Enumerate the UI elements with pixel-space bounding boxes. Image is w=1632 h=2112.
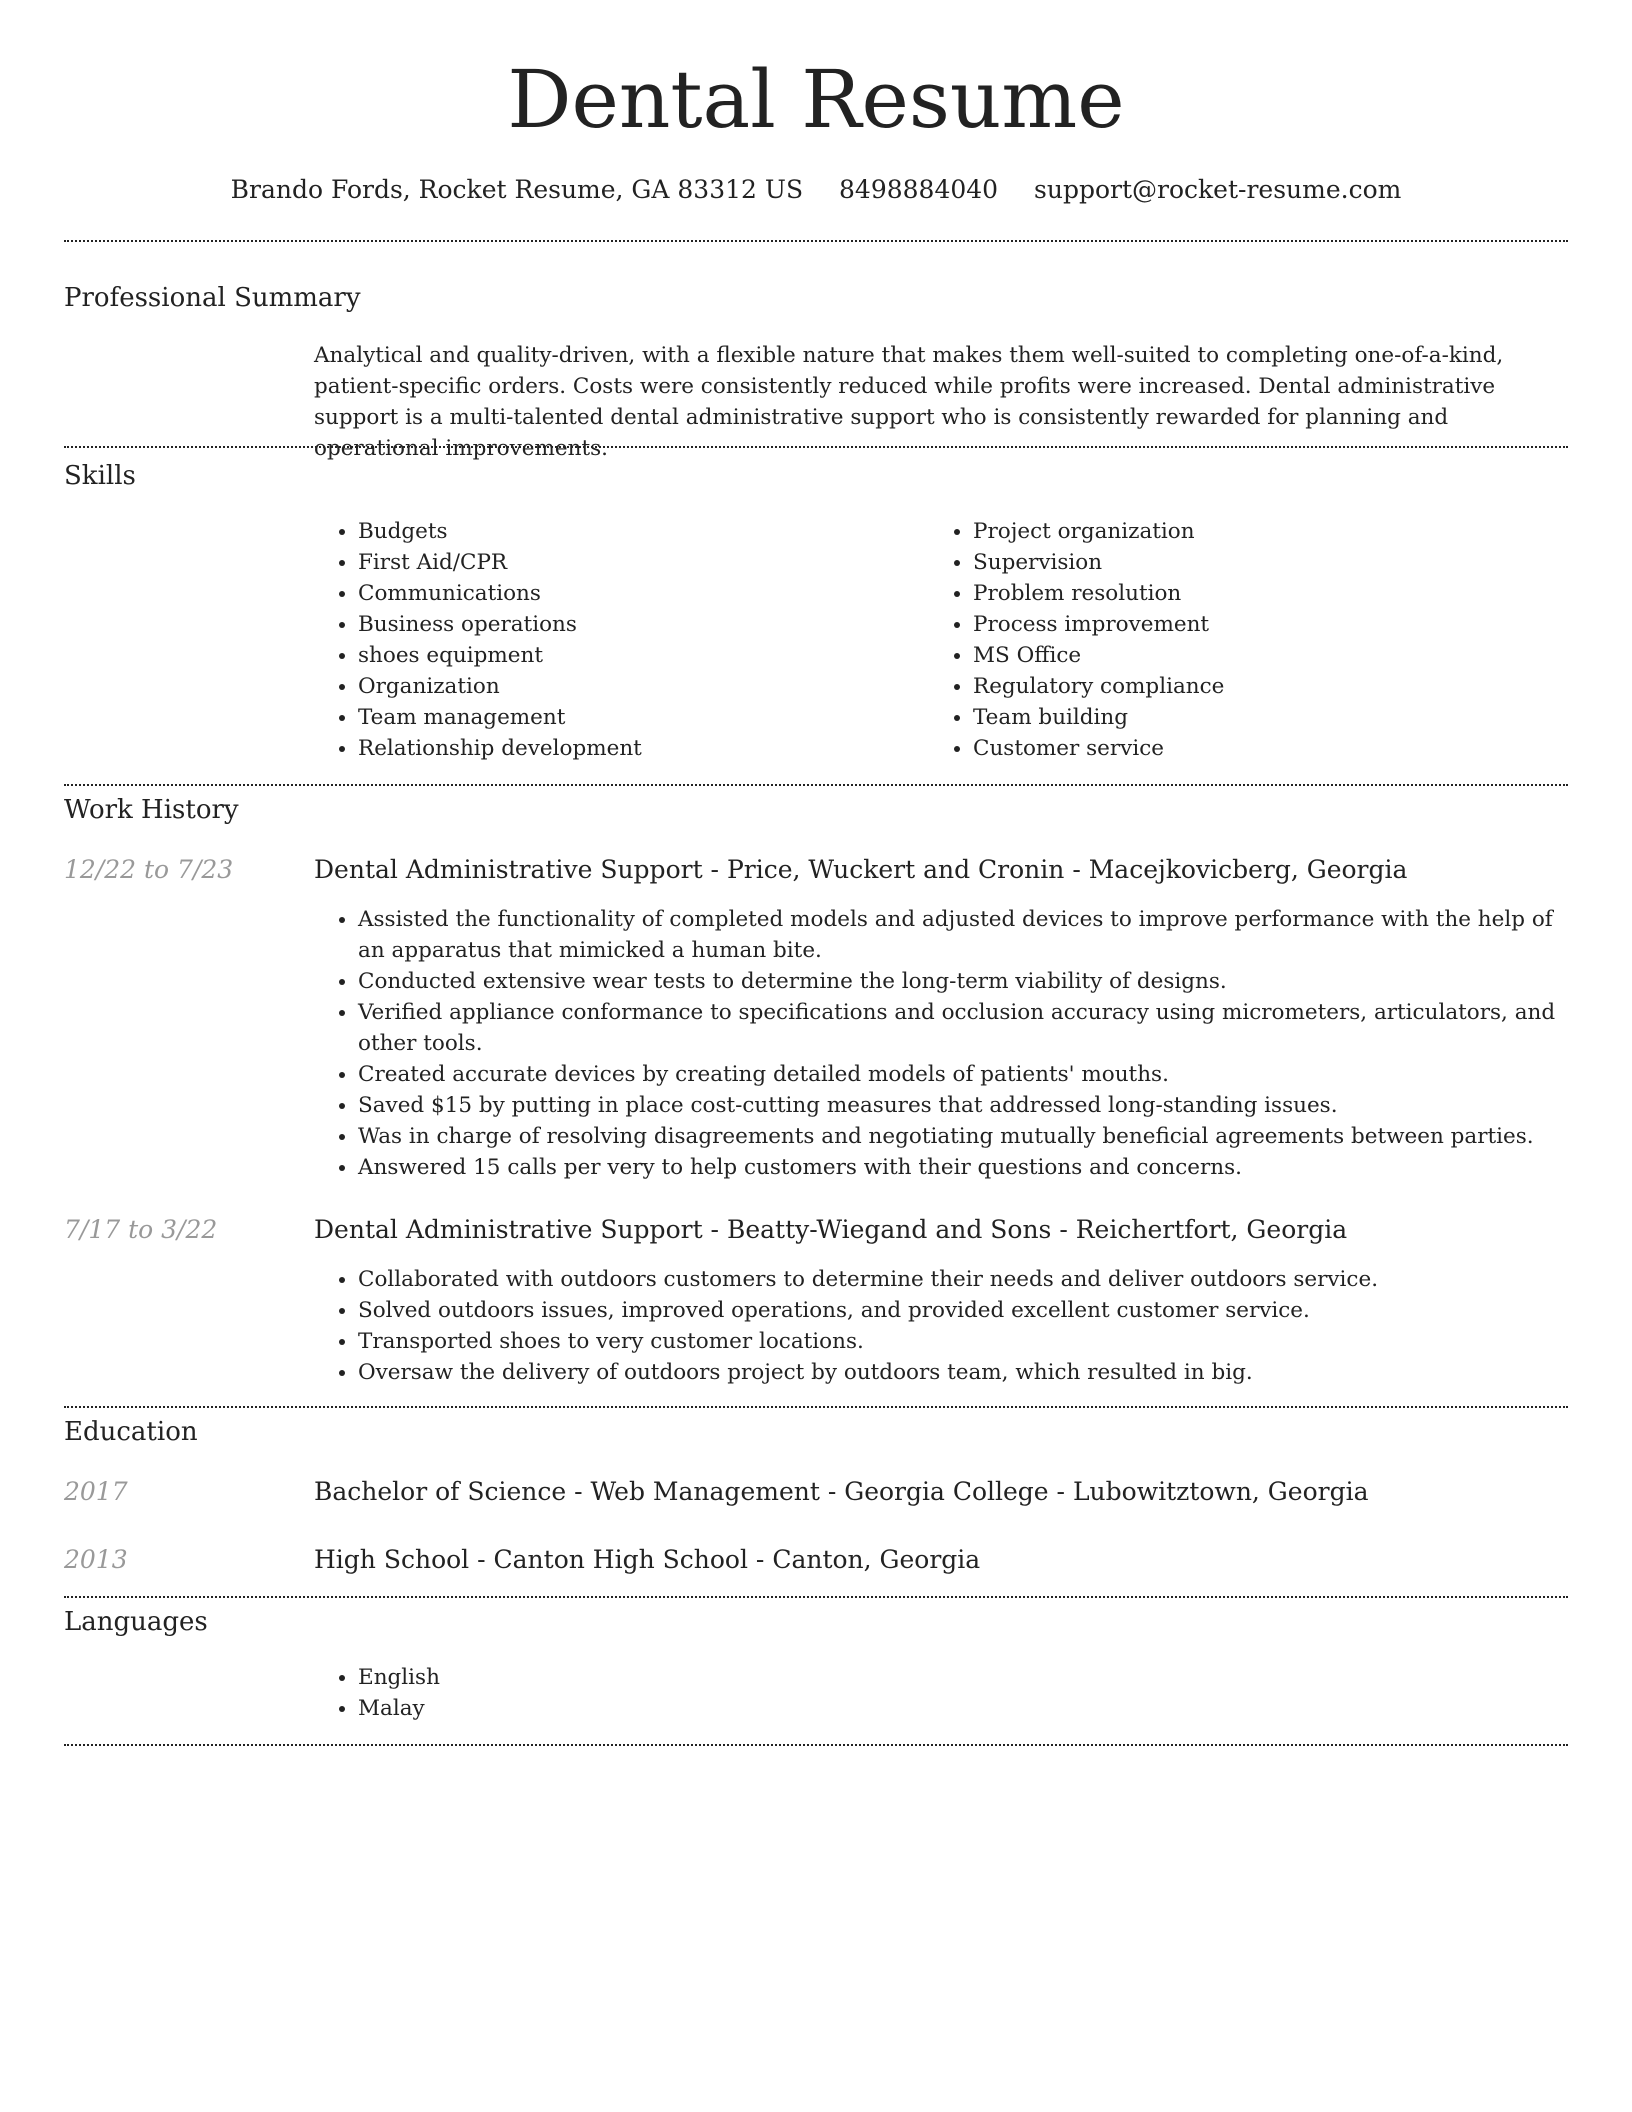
languages-list [314, 1662, 958, 1724]
contact-line [0, 170, 1632, 210]
skill-item: • Budgets [358, 516, 918, 547]
skill-item: • Business operations [358, 609, 918, 640]
skill-item: • Regulatory compliance [973, 671, 1573, 702]
resume-title: Dental Resume [507, 53, 1125, 146]
section-title-work: Work History [64, 795, 239, 825]
skill-item: • Customer service [973, 733, 1573, 764]
skill-item: • Team management [358, 702, 918, 733]
education-heading: Bachelor of Science - Web Management - Georgia College - Lubowitztown, Georgia [314, 1477, 1369, 1506]
skill-item: • Communications [358, 578, 918, 609]
job-bullet: • Assisted the functionality of completed models and adjusted devices to improve performance with the help of an apparatus that mimicked a human bite. [358, 904, 1578, 966]
section-title-skills: Skills [64, 461, 136, 491]
skills-list-left [314, 516, 918, 764]
skill-item: • Problem resolution [973, 578, 1573, 609]
job-bullets [314, 904, 1578, 1183]
summary-text: Analytical and quality-driven, with a flexible nature that makes them well-suited to completing one-of-a-kind, patient-specific orders. Costs were consistently reduced while profits were increased. Dental administrative support is a multi-talented dental administrative support who is consistently rewarded for planning and operational improvements. [314, 343, 1504, 461]
job-bullet: • Created accurate devices by creating detailed models of patients' mouths. [358, 1059, 1578, 1090]
job-bullet: • Saved $15 by putting in place cost-cutting measures that addressed long-standing issues. [358, 1090, 1578, 1121]
section-title-education: Education [64, 1417, 198, 1447]
section-divider [64, 784, 1568, 786]
job-bullet: • Transported shoes to very customer locations. [358, 1326, 1578, 1357]
job-dates: 12/22 to 7/23 [64, 855, 234, 884]
job-bullet: • Answered 15 calls per very to help customers with their questions and concerns. [358, 1152, 1578, 1183]
section-divider [64, 1744, 1568, 1746]
job-bullet: • Oversaw the delivery of outdoors project by outdoors team, which resulted in big. [358, 1357, 1578, 1388]
language-item: • English [358, 1662, 958, 1693]
section-divider [64, 1596, 1568, 1598]
job-bullets [314, 1264, 1578, 1388]
skills-list-right [929, 516, 1573, 764]
contact-email: support@rocket-resume.com [1034, 175, 1402, 204]
skill-item: • MS Office [973, 640, 1573, 671]
skill-item: • Relationship development [358, 733, 918, 764]
skill-item: • Supervision [973, 547, 1573, 578]
skill-item: • First Aid/CPR [358, 547, 918, 578]
education-year: 2013 [64, 1545, 128, 1574]
education-year: 2017 [64, 1477, 128, 1506]
job-bullet: • Verified appliance conformance to specifications and occlusion accuracy using micrometers, articulators, and other tools. [358, 997, 1578, 1059]
skill-item: • Team building [973, 702, 1573, 733]
contact-address: Brando Fords, Rocket Resume, GA 83312 US [230, 175, 804, 204]
section-divider [64, 240, 1568, 242]
job-heading: Dental Administrative Support - Beatty-Wiegand and Sons - Reichertfort, Georgia [314, 1215, 1348, 1244]
section-divider [64, 446, 1568, 448]
section-title-languages: Languages [64, 1607, 208, 1637]
job-bullet: • Collaborated with outdoors customers to determine their needs and deliver outdoors service. [358, 1264, 1578, 1295]
section-title-summary: Professional Summary [64, 283, 361, 313]
job-bullet: • Solved outdoors issues, improved operations, and provided excellent customer service. [358, 1295, 1578, 1326]
education-heading: High School - Canton High School - Canton, Georgia [314, 1545, 981, 1574]
job-dates: 7/17 to 3/22 [64, 1215, 218, 1244]
skill-item: • Process improvement [973, 609, 1573, 640]
job-bullet: • Was in charge of resolving disagreements and negotiating mutually beneficial agreements between parties. [358, 1121, 1578, 1152]
job-heading: Dental Administrative Support - Price, Wuckert and Cronin - Macejkovicberg, Georgia [314, 855, 1408, 884]
skill-item: • shoes equipment [358, 640, 918, 671]
skill-item: • Project organization [973, 516, 1573, 547]
job-bullet: • Conducted extensive wear tests to determine the long-term viability of designs. [358, 966, 1578, 997]
language-item: • Malay [358, 1693, 958, 1724]
section-divider [64, 1406, 1568, 1408]
contact-phone: 8498884040 [839, 175, 999, 204]
skill-item: • Organization [358, 671, 918, 702]
